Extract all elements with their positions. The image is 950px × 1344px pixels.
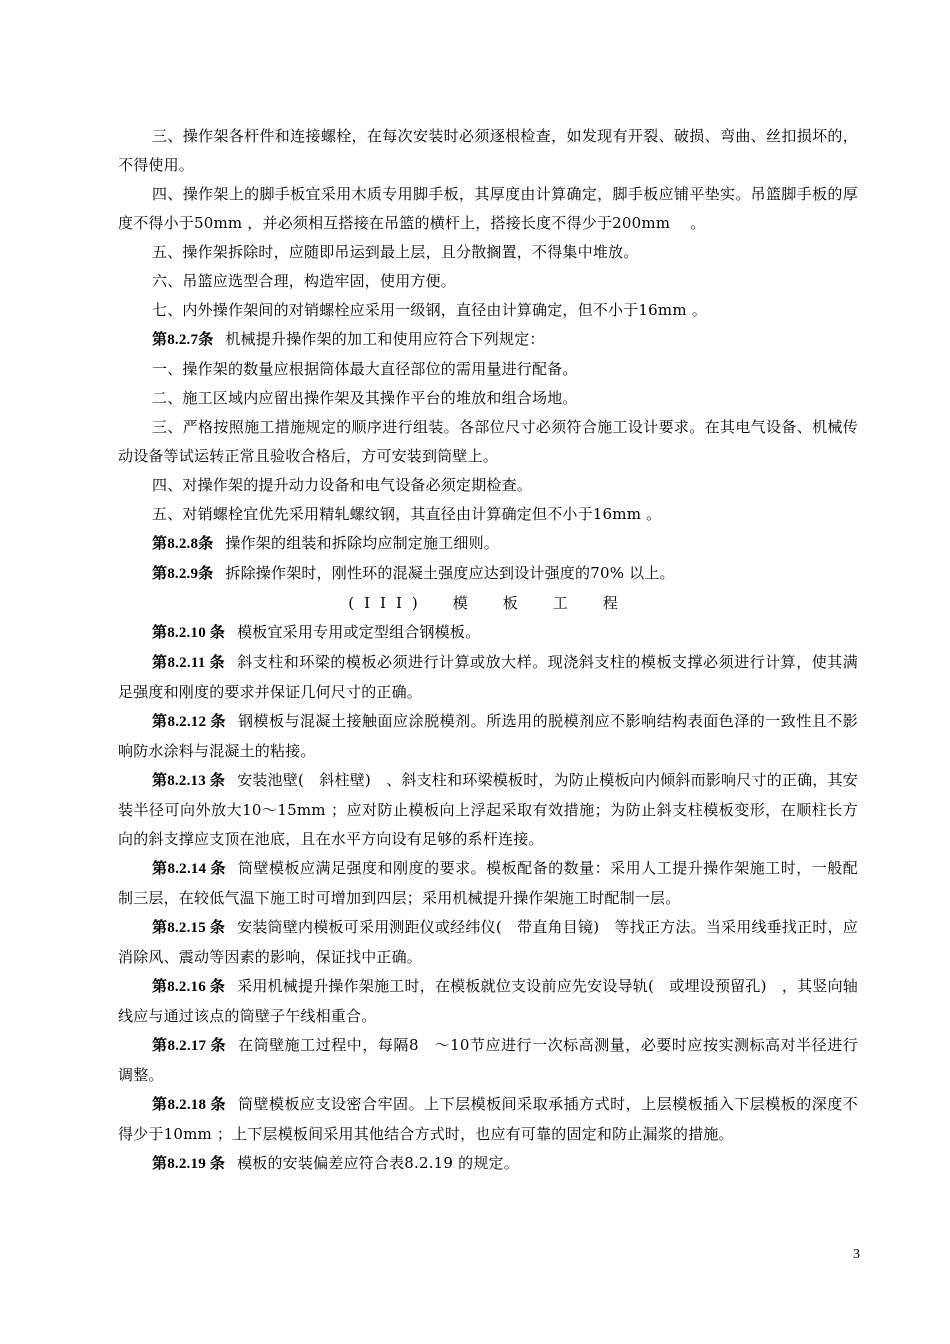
clause-paragraph bbox=[118, 972, 858, 1031]
clause-text: 机械提升操作架的加工和使用应符合下列规定： bbox=[225, 330, 545, 348]
clause-text: 模板的安装偏差应符合表8.2.19 的规定。 bbox=[237, 1154, 519, 1172]
clause-number: 第8.2.10 条 bbox=[152, 625, 226, 641]
page-body bbox=[118, 122, 858, 1179]
clause-paragraph bbox=[118, 618, 858, 648]
clause-paragraph bbox=[118, 648, 858, 707]
clause-number: 第8.2.14 条 bbox=[152, 861, 226, 877]
clause-text: 拆除操作架时，刚性环的混凝土强度应达到设计强度的70% 以上。 bbox=[225, 564, 675, 582]
clause-number: 第8.2.12 条 bbox=[152, 714, 226, 730]
clause-number: 第8.2.16 条 bbox=[152, 979, 226, 995]
clause-paragraph bbox=[118, 913, 858, 972]
clause-number: 第8.2.15 条 bbox=[152, 920, 226, 936]
clause-text: 筒壁模板应满足强度和刚度的要求。模板配备的数量：采用人工提升操作架施工时，一般配制三层，在较低气温下施工时可增加到四层；采用机械提升操作架施工时配制一层。 bbox=[118, 859, 858, 907]
list-item-paragraph: 七、内外操作架间的对销螺栓应采用一级钢，直径由计算确定，但不小于16mm 。 bbox=[152, 301, 707, 319]
clause-paragraph bbox=[118, 854, 858, 913]
list-item-paragraph: 五、对销螺栓宜优先采用精轧螺纹钢，其直径由计算确定但不小于16mm 。 bbox=[152, 505, 662, 523]
clause-number: 第8.2.17 条 bbox=[152, 1038, 227, 1054]
clause-number: 第8.2.7条 bbox=[152, 332, 214, 348]
clause-number: 第8.2.18 条 bbox=[152, 1097, 226, 1113]
clause-number: 第8.2.13 条 bbox=[152, 773, 226, 789]
clause-number: 第8.2.8条 bbox=[152, 536, 214, 552]
list-item-paragraph: 二、施工区域内应留出操作架及其操作平台的堆放和组合场地。 bbox=[152, 389, 578, 407]
clause-text: 安装筒壁内模板可采用测距仪或经纬仪( 带直角目镜) 等找正方法。当采用线垂找正时，应消除风、震动等因素的影响，保证找中正确。 bbox=[118, 918, 858, 966]
list-item-paragraph: 三、操作架各杆件和连接螺栓，在每次安装时必须逐根检查，如发现有开裂、破损、弯曲、丝扣损坏的，不得使用。 bbox=[118, 127, 858, 174]
clause-paragraph bbox=[118, 1090, 858, 1149]
clause-text: 在筒壁施工过程中，每隔8 ～10节应进行一次标高测量，必要时应按实测标高对半径进行调整。 bbox=[118, 1036, 858, 1084]
clause-paragraph bbox=[118, 529, 858, 559]
clause-paragraph bbox=[118, 325, 858, 355]
clause-text: 钢模板与混凝土接触面应涂脱模剂。所选用的脱模剂应不影响结构表面色泽的一致性且不影响防水涂料与混凝土的粘接。 bbox=[118, 712, 858, 760]
clause-paragraph bbox=[118, 1149, 858, 1179]
section-heading: (III) 模 板 工 程 bbox=[348, 594, 628, 612]
list-item-paragraph: 一、操作架的数量应根据筒体最大直径部位的需用量进行配备。 bbox=[152, 360, 578, 378]
clause-text: 斜支柱和环梁的模板必须进行计算或放大样。现浇斜支柱的模板支撑必须进行计算，使其满足强度和刚度的要求并保证几何尺寸的正确。 bbox=[118, 653, 858, 701]
clause-paragraph bbox=[118, 766, 858, 854]
clause-paragraph bbox=[118, 1031, 858, 1090]
clause-number: 第8.2.19 条 bbox=[152, 1156, 226, 1172]
page-number: 3 bbox=[853, 1247, 860, 1262]
clause-text: 安装池壁( 斜柱壁) 、斜支柱和环梁模板时，为防止模板向内倾斜而影响尺寸的正确，其安装半径可向外放大10～15mm ；应对防止模板向上浮起采取有效措施；为防止斜支柱模板变形，在顺柱长方向的斜支撑应支顶在池底，且在水平方向设有足够的系杆连接。 bbox=[118, 771, 858, 848]
clause-text: 筒壁模板应支设密合牢固。上下层模板间采取承插方式时，上层模板插入下层模板的深度不得少于10mm ；上下层模板间采用其他结合方式时，也应有可靠的固定和防止漏浆的措施。 bbox=[118, 1095, 858, 1143]
clause-number: 第8.2.9条 bbox=[152, 566, 214, 582]
clause-text: 采用机械提升操作架施工时，在模板就位支设前应先安设导轨( 或埋设预留孔) ，其竖向轴线应与通过该点的筒壁子午线相重合。 bbox=[118, 977, 858, 1025]
clause-number: 第8.2.11 条 bbox=[152, 655, 226, 671]
list-item-paragraph: 三、严格按照施工措施规定的顺序进行组装。各部位尺寸必须符合施工设计要求。在其电气设备、机械传动设备等试运转正常且验收合格后，方可安装到筒壁上。 bbox=[118, 418, 858, 465]
list-item-paragraph: 四、对操作架的提升动力设备和电气设备必须定期检查。 bbox=[152, 476, 533, 494]
list-item-paragraph: 六、吊篮应选型合理，构造牢固，使用方便。 bbox=[152, 272, 457, 290]
clause-text: 模板宜采用专用或定型组合钢模板。 bbox=[237, 623, 481, 641]
clause-paragraph bbox=[118, 559, 858, 589]
list-item-paragraph: 四、操作架上的脚手板宜采用木质专用脚手板，其厚度由计算确定，脚手板应铺平垫实。吊篮脚手板的厚度不得小于50mm ，并必须相互搭接在吊篮的横杆上，搭接长度不得少于200mm 。 bbox=[118, 185, 858, 232]
clause-text: 操作架的组装和拆除均应制定施工细则。 bbox=[225, 534, 500, 552]
clause-paragraph bbox=[118, 707, 858, 766]
list-item-paragraph: 五、操作架拆除时，应随即吊运到最上层，且分散搁置，不得集中堆放。 bbox=[152, 243, 639, 261]
